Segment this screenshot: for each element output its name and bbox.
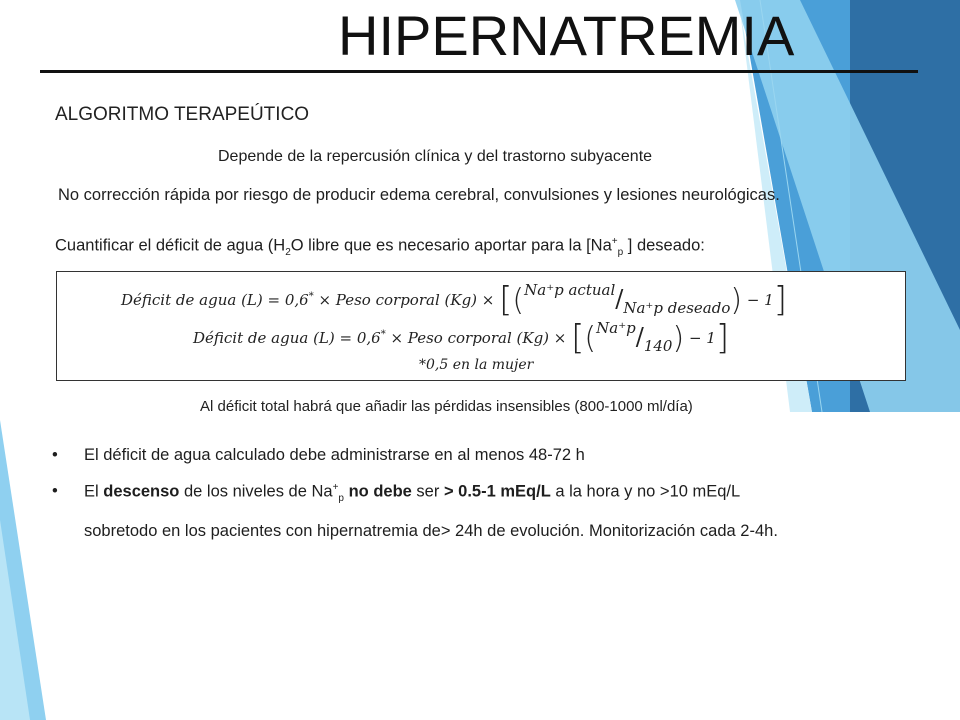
note-insensible-losses: Al déficit total habrá que añadir las pérdidas insensibles (800-1000 ml/día): [200, 398, 693, 415]
text-line-cuantificar: Cuantificar el déficit de agua ($H_2O$ libre que es necesario aportar para la [$Na^+_p$ ] deseado:: [55, 236, 705, 258]
text-line-depende: Depende de la repercusión clínica y del trastorno subyacente: [218, 148, 653, 165]
list-item-continuation: sobretodo en los pacientes con hipernatremia de> 24h de evolución. Monitorización cada 2-4h.: [84, 522, 778, 540]
title-underline: [40, 70, 918, 73]
bullet-list: [52, 446, 932, 541]
section-heading: ALGORITMO TERAPEÚTICO: [55, 104, 310, 125]
bullet-dot-icon: •: [52, 482, 58, 500]
text-line-no-correccion: No corrección rápida por riesgo de producir edema cerebral, convulsiones y lesiones neurológicas.: [58, 186, 780, 204]
bullet-dot-icon: •: [52, 446, 58, 464]
list-item: • El descenso de los niveles de $Na^+_p$ no debe ser > 0.5-1 mEq/L a la hora y no >10 mEq/L: [52, 482, 741, 504]
formula-note: *0,5 en la mujer: [419, 357, 534, 373]
formula-deficit-actual: Déficit de agua (L) = 0,6* × Peso corporal (Kg) × [(Na⁺p actual/Na⁺p deseado) − 1]: [121, 280, 787, 320]
formula-box: [56, 271, 906, 381]
list-item: • El déficit de agua calculado debe administrarse en al menos 48-72 h: [52, 446, 585, 464]
formula-deficit-140: Déficit de agua (L) = 0,6* × Peso corporal (Kg) × [(Na⁺p/140) − 1]: [193, 318, 730, 358]
page-title: HIPERNATREMIA: [338, 4, 795, 67]
